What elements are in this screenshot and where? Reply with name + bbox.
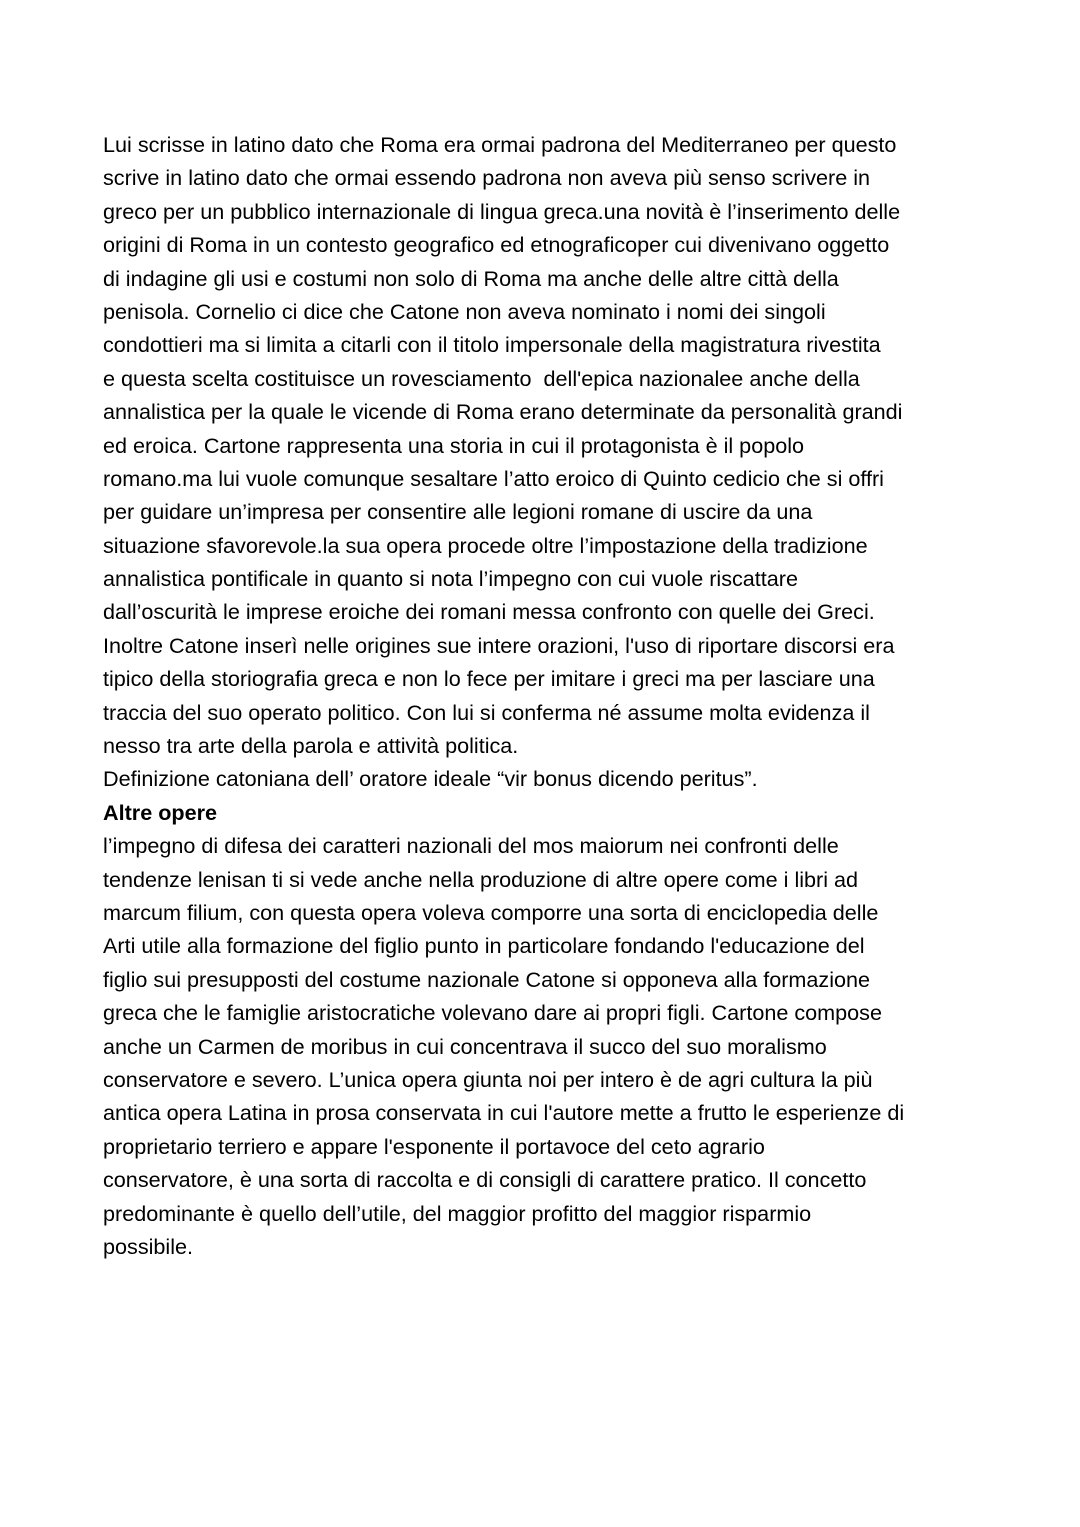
text-line: condottieri ma si limita a citarli con il titolo impersonale della magistratura rivestita [103, 332, 881, 358]
text-line: possibile. [103, 1233, 194, 1259]
text-line: greca che le famiglie aristocratiche volevano dare ai propri figli. Cartone compose [103, 1000, 882, 1026]
text-line: anche un Carmen de moribus in cui concentrava il succo del suo moralismo [103, 1033, 827, 1059]
text-line: tendenze lenisan ti si vede anche nella produzione di altre opere come i libri ad [103, 866, 859, 892]
text-line: Lui scrisse in latino dato che Roma era ormai padrona del Mediterraneo per questo [103, 132, 897, 157]
text-line: traccia del suo operato politico. Con lui si conferma né assume molta evidenza il [103, 699, 870, 725]
text-line: conservatore, è una sorta di raccolta e di consigli di carattere pratico. Il concetto [103, 1167, 867, 1193]
text-line: marcum filium, con questa opera voleva comporre una sorta di enciclopedia delle [103, 899, 879, 925]
text-line: scrive in latino dato che ormai essendo padrona non aveva più senso scrivere in [103, 165, 871, 191]
section-heading: Altre opere [103, 799, 217, 825]
text-line: penisola. Cornelio ci dice che Catone non aveva nominato i nomi dei singoli [103, 298, 826, 324]
text-line: per guidare un’impresa per consentire alle legioni romane di uscire da una [103, 499, 813, 525]
text-line: predominante è quello dell’utile, del maggior profitto del maggior risparmio [103, 1200, 812, 1226]
text-line: conservatore e severo. L’unica opera giunta noi per intero è de agri cultura la più [103, 1066, 873, 1092]
text-line: Arti utile alla formazione del figlio punto in particolare fondando l'educazione del [103, 933, 865, 959]
text-line: dall’oscurità le imprese eroiche dei romani messa confronto con quelle dei Greci. [103, 599, 875, 625]
text-line: romano.ma lui vuole comunque sesaltare l’atto eroico di Quinto cedicio che si offri [103, 465, 884, 491]
text-line: e questa scelta costituisce un rovesciamento dell'epica nazionalee anche della [103, 365, 860, 391]
text-line: Inoltre Catone inserì nelle origines sue intere orazioni, l'uso di riportare discorsi era [103, 632, 895, 658]
text-line: tipico della storiografia greca e non lo fece per imitare i greci ma per lasciare una [103, 666, 875, 692]
document-page [103, 128, 1003, 1263]
text-line: annalistica per la quale le vicende di Roma erano determinate da personalità grandi [103, 399, 903, 425]
text-line: annalistica pontificale in quanto si nota l’impegno con cui vuole riscattare [103, 566, 799, 592]
text-line: situazione sfavorevole.la sua opera procede oltre l’impostazione della tradizione [103, 532, 868, 558]
text-line: ed eroica. Cartone rappresenta una storia in cui il protagonista è il popolo [103, 432, 805, 458]
text-line: proprietario terriero e appare l'esponente il portavoce del ceto agrario [103, 1133, 765, 1159]
text-line: l’impegno di difesa dei caratteri nazionali del mos maiorum nei confronti delle [103, 833, 839, 859]
paragraph-origines [103, 128, 1003, 762]
text-line: antica opera Latina in prosa conservata in cui l'autore mette a frutto le esperienze di [103, 1100, 905, 1126]
text-line: origini di Roma in un contesto geografico ed etnograficoper cui divenivano oggetto [103, 232, 890, 258]
text-line: nesso tra arte della parola e attività politica. [103, 733, 519, 759]
text-line: di indagine gli usi e costumi non solo di Roma ma anche delle altre città della [103, 265, 839, 291]
paragraph-altre-opere [103, 829, 1003, 1263]
definition-line: Definizione catoniana dell’ oratore ideale “vir bonus dicendo peritus”. [103, 766, 758, 792]
text-line: greco per un pubblico internazionale di lingua greca.una novità è l’inserimento delle [103, 198, 901, 224]
text-line: figlio sui presupposti del costume nazionale Catone si opponeva alla formazione [103, 966, 871, 992]
